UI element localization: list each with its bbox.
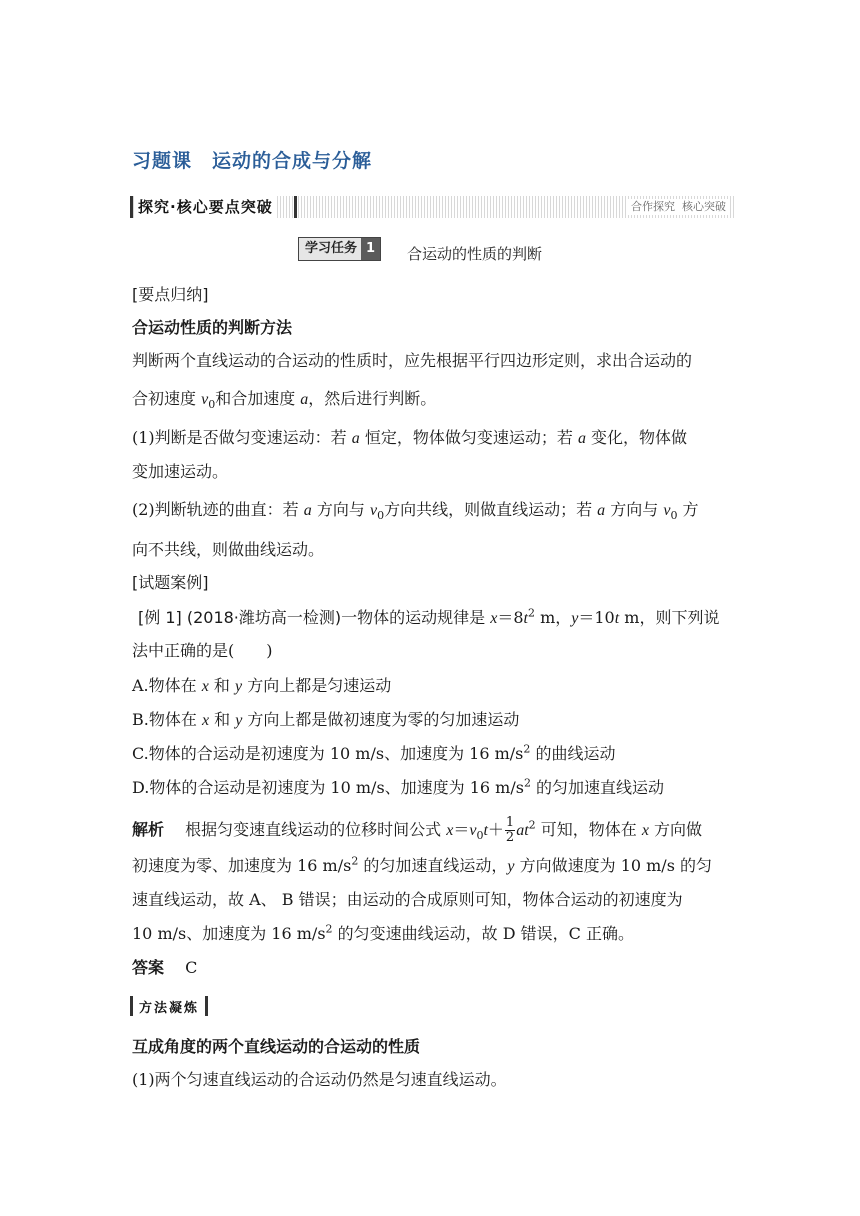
rule1-text-c: 变化，物体做 xyxy=(585,428,688,447)
var-y: y xyxy=(235,678,243,695)
method-box-label: 方法凝炼 xyxy=(139,1000,200,1016)
option-a-text-a: A.物体在 xyxy=(132,676,202,695)
var-a: a xyxy=(577,430,586,447)
option-d-text-a: D.物体的合运动是初速度为 10 m/s、加速度为 16 m/s xyxy=(132,778,524,797)
analysis-text-1b: 可知，物体在 xyxy=(535,819,642,839)
analysis-text-4a: 10 m/s、加速度为 16 m/s xyxy=(132,924,326,943)
task-badge xyxy=(298,237,381,261)
analysis-line-4 xyxy=(132,924,634,944)
analysis-text-2c: 方向做速度为 10 m/s 的匀 xyxy=(514,856,712,875)
task-title: 合运动的性质的判断 xyxy=(407,245,543,263)
banner-left-label: 探究·核心要点突破 xyxy=(134,196,277,218)
section-cases-heading: [试题案例] xyxy=(132,573,209,592)
var-t: t xyxy=(483,821,488,839)
rule2-text-e: 方 xyxy=(677,500,699,519)
banner-bar-left xyxy=(130,196,133,218)
rule1-text-b: 恒定，物体做匀变速运动；若 xyxy=(359,428,578,447)
intro-text-2a: 合初速度 xyxy=(132,389,202,408)
rule1-line-2: 变加速运动。 xyxy=(132,462,229,481)
method-bar-right xyxy=(205,996,208,1016)
option-d xyxy=(132,778,664,798)
fraction-denominator: 2 xyxy=(505,829,515,845)
rule2-text-b: 方向与 xyxy=(311,500,370,519)
option-a-text-c: 方向上都是匀速运动 xyxy=(242,676,392,695)
var-v0: v xyxy=(663,502,671,519)
example-line-1 xyxy=(138,608,730,629)
intro-text-2b: 和合加速度 xyxy=(215,389,301,408)
option-b-text-b: 和 xyxy=(209,710,236,729)
example-eq1: ＝8 xyxy=(497,608,524,627)
intro-text-2c: ，然后进行判断。 xyxy=(308,389,437,408)
sup-2: 2 xyxy=(351,854,359,868)
summary-heading: 互成角度的两个直线运动的合运动的性质 xyxy=(132,1037,421,1056)
var-y: y xyxy=(235,712,243,729)
fraction-half xyxy=(505,816,515,845)
rule2-text-a: (2)判断轨迹的曲直：若 xyxy=(132,500,304,519)
analysis-label: 解析 xyxy=(132,819,165,839)
rule1-text-a: (1)判断是否做匀变速运动：若 xyxy=(132,428,352,447)
var-t: t xyxy=(523,610,528,627)
answer-value: C xyxy=(185,958,198,977)
var-v0: v xyxy=(469,821,477,839)
summary-item-1: (1)两个匀速直线运动的合运动仍然是匀速直线运动。 xyxy=(132,1070,507,1089)
intro-line-2 xyxy=(132,389,436,410)
analysis-text-2a: 初速度为零、加速度为 16 m/s xyxy=(132,856,352,875)
answer-label: 答案 xyxy=(132,958,165,977)
analysis-plus: ＋ xyxy=(487,819,504,839)
sup-2: 2 xyxy=(523,742,531,756)
analysis-text-1c: 方向做 xyxy=(648,819,703,839)
sup-2: 2 xyxy=(527,606,535,620)
option-c-text-a: C.物体的合运动是初速度为 10 m/s、加速度为 16 m/s xyxy=(132,744,524,763)
analysis-text-4b: 的匀变速曲线运动，故 D 错误，C 正确。 xyxy=(332,924,634,943)
rule1-line-1 xyxy=(132,428,730,449)
answer-line xyxy=(132,958,197,978)
analysis-eq: ＝ xyxy=(453,819,470,839)
var-v0: v xyxy=(369,502,378,519)
page-title: 习题课 运动的合成与分解 xyxy=(132,150,373,172)
option-c-text-b: 的曲线运动 xyxy=(530,744,616,763)
analysis-text-1a: 根据匀变速直线运动的位移时间公式 xyxy=(185,819,447,839)
option-c xyxy=(132,744,615,764)
var-y: y xyxy=(507,858,515,875)
sup-2: 2 xyxy=(325,922,333,936)
var-a: a xyxy=(351,430,360,447)
var-a: a xyxy=(597,502,606,519)
sub-0: 0 xyxy=(670,509,678,523)
example-text-a: 一物体的运动规律是 xyxy=(341,608,491,627)
analysis-text-3: 速直线运动，故 A、 B 错误；由运动的合成原则可知，物体合运动的初速度为 xyxy=(132,890,683,909)
analysis-line-1 xyxy=(132,813,730,847)
sub-0: 0 xyxy=(476,828,484,842)
var-x: x xyxy=(641,821,649,839)
rule2-line-1 xyxy=(132,500,730,521)
example-m2: m，则下列说 xyxy=(619,608,720,627)
example-line-2: 法中正确的是( ) xyxy=(132,641,273,660)
example-tag: [例 1] (2018·潍坊高一检测) xyxy=(138,608,342,627)
sub-0: 0 xyxy=(377,509,385,523)
var-y: y xyxy=(571,610,579,627)
option-b-text-a: B.物体在 xyxy=(132,710,202,729)
analysis-text-2b: 的匀加速直线运动， xyxy=(358,856,508,875)
method-box xyxy=(130,996,208,1016)
intro-text-1: 判断两个直线运动的合运动的性质时，应先根据平行四边形定则，求出合运动的 xyxy=(132,351,693,370)
section-points-heading: [要点归纳] xyxy=(132,285,209,304)
var-x: x xyxy=(201,712,210,729)
var-x: x xyxy=(490,610,498,627)
var-a: a xyxy=(303,502,312,519)
intro-line-1 xyxy=(132,351,730,371)
rule2-text-c: 方向共线，则做直线运动；若 xyxy=(384,500,598,519)
var-x: x xyxy=(201,678,209,695)
banner-right-label: 合作探究 核心突破 xyxy=(627,199,730,215)
analysis-line-3 xyxy=(132,890,730,910)
var-x: x xyxy=(446,821,454,839)
task-badge-number: 1 xyxy=(361,238,380,260)
example-m1: m， xyxy=(534,608,572,627)
option-b xyxy=(132,710,519,731)
example-eq2: ＝10 xyxy=(578,608,615,627)
option-d-text-b: 的匀加速直线运动 xyxy=(530,778,665,797)
var-a: a xyxy=(300,391,309,408)
option-a-text-b: 和 xyxy=(208,676,236,695)
option-b-text-c: 方向上都是做初速度为零的匀加速运动 xyxy=(242,710,520,729)
analysis-line-2 xyxy=(132,856,730,877)
var-t: t xyxy=(614,610,620,627)
method-heading: 合运动性质的判断方法 xyxy=(132,318,293,337)
rule2-text-d: 方向与 xyxy=(605,500,664,519)
option-a xyxy=(132,676,391,697)
banner-bar-divider xyxy=(294,196,297,218)
sub-0: 0 xyxy=(208,398,216,412)
sup-2: 2 xyxy=(528,818,536,832)
task-badge-label: 学习任务 xyxy=(305,241,358,256)
var-at: at xyxy=(516,821,529,839)
section-banner xyxy=(130,196,736,218)
fraction-numerator: 1 xyxy=(505,814,515,830)
sup-2: 2 xyxy=(523,776,531,790)
rule2-line-2: 向不共线，则做曲线运动。 xyxy=(132,540,325,559)
var-v0: v xyxy=(201,391,209,408)
